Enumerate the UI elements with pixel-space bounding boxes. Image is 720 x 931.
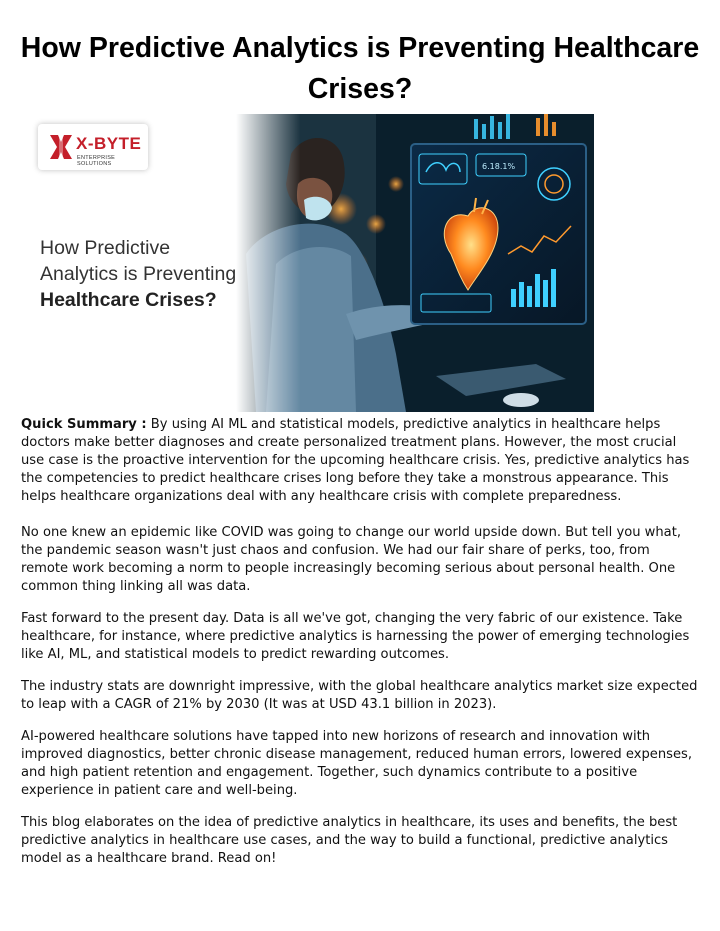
paragraph: Fast forward to the present day. Data is all we've got, changing the very fabric of our existence. Take healthcare, for instance, where predictive analytics is harnessing the power of emerging technologies like AI, ML, and statistical models to predict rewarding outcomes. xyxy=(21,611,690,662)
hero-heading-line2: Analytics is Preventing xyxy=(40,263,237,285)
doctor-dashboard-illustration xyxy=(236,114,594,412)
summary-text: By using AI ML and statistical models, predictive analytics in healthcare helps doctors make better diagnoses and create personalized treatment plans. However, the most crucial use case is the proactive intervention for the upcoming healthcare crisis. Yes, predictive analytics has the competencies to predict healthcare crises long before they take a monstrous appearance. This helps healthcare organizations deal with any healthcare crisis with complete preparedness. xyxy=(21,417,690,504)
quick-summary xyxy=(21,416,701,506)
x-logo-icon xyxy=(48,133,74,161)
hero-heading xyxy=(40,235,280,313)
hero-heading-bold: Healthcare Crises? xyxy=(40,289,217,311)
summary-label: Quick Summary : xyxy=(21,417,147,432)
article-body xyxy=(21,416,701,882)
hero-heading-line1: How Predictive xyxy=(40,237,171,259)
logo-subtitle: ENTERPRISE SOLUTIONS xyxy=(77,155,116,167)
paragraph: The industry stats are downright impressive, with the global healthcare analytics market size expected to leap with a CAGR of 21% by 2030 (It was at USD 43.1 billion in 2023). xyxy=(21,679,698,712)
hero-banner-image xyxy=(21,114,594,412)
page-title: How Predictive Analytics is Preventing Healthcare Crises? xyxy=(20,32,700,105)
paragraph: This blog elaborates on the idea of predictive analytics in healthcare, its uses and benefits, the best predictive analytics in healthcare use cases, and the way to build a functional, predictive analytics model as a healthcare brand. Read on! xyxy=(21,815,678,866)
paragraph: No one knew an epidemic like COVID was going to change our world upside down. But tell you what, the pandemic season wasn't just chaos and confusion. We had our fair share of perks, too, from remote work becoming a norm to people increasingly becoming serious about personal health. One common thing linking all was data. xyxy=(21,525,681,594)
company-logo xyxy=(38,124,148,170)
paragraph: AI-powered healthcare solutions have tapped into new horizons of research and innovation with improved diagnostics, better chronic disease management, reduced human errors, lowered expenses, and high patient retention and engagement. Together, such dynamics contribute to a positive experience in patient care and well-being. xyxy=(21,729,692,798)
logo-brand-text: X-BYTE xyxy=(76,134,142,153)
